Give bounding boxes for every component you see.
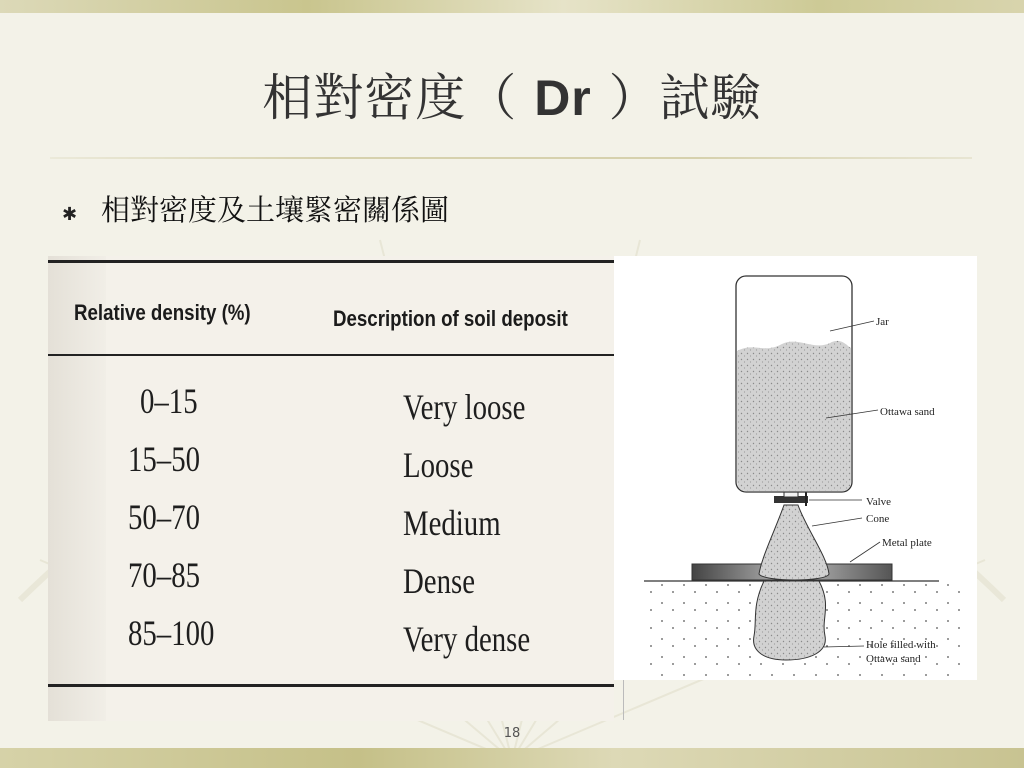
table-cell-description: Very loose [403,387,526,427]
label-ottawa-sand: Ottawa sand [880,406,935,418]
table-cell-description: Dense [403,561,475,601]
bullet-subtitle: 相對密度及土壤緊密關係圖 [101,193,450,227]
title-bold-dr: Dr [534,70,592,126]
label-metal-plate: Metal plate [882,537,932,549]
slide-title [0,58,1024,130]
table-cell-description: Medium [403,503,501,543]
divider-line [623,680,624,720]
label-cone: Cone [866,513,890,525]
table-top-rule [48,260,614,263]
label-valve: Valve [866,496,892,508]
label-hole-line1: Hole filled with [866,639,936,651]
leader-cone [812,518,862,526]
table-cell-density: 50–70 [128,497,200,537]
table-cell-density: 0–15 [140,381,198,421]
sand-cone-diagram [614,256,977,680]
table-cell-density: 85–100 [128,613,215,653]
table-cell-density: 70–85 [128,555,200,595]
bullet-icon: ✱ [62,204,78,225]
ottawa-sand-in-jar [737,341,851,491]
density-table-image [48,256,614,721]
label-hole-line2: Ottawa sand [866,653,921,665]
title-prefix: 相對密度（ [262,69,535,127]
header-rule [48,354,614,356]
sand-filled-hole [754,581,826,660]
bottom-decor-band [0,748,1024,768]
table-bottom-rule [48,684,614,687]
label-jar: Jar [876,316,889,328]
title-suffix: ）試驗 [591,69,762,127]
page-number: 18 [503,726,521,741]
table-cell-description: Loose [403,445,474,485]
table-cell-description: Very dense [403,619,531,659]
leader-plate [850,542,880,562]
sand-cone-drawing [614,256,977,680]
title-divider [50,157,972,159]
cone [759,505,829,580]
header-description: Description of soil deposit [333,306,568,331]
header-relative-density: Relative density (%) [74,300,251,325]
table-cell-density: 15–50 [128,439,200,479]
